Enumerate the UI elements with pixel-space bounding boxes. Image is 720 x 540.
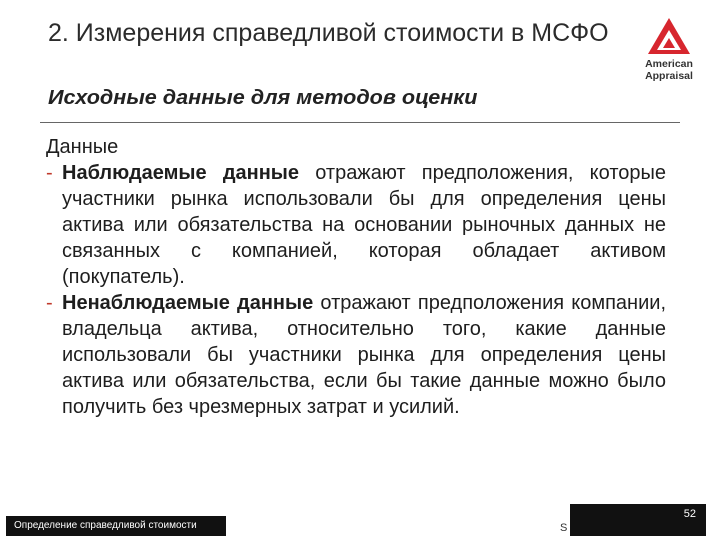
page-title: 2. Измерения справедливой стоимости в МСФО [48, 19, 609, 47]
logo-line-1: American [645, 58, 693, 70]
triangle-logo-icon [646, 16, 692, 56]
footer [0, 508, 720, 540]
content-heading: Данные [46, 136, 119, 158]
bullet-dash: - [46, 292, 53, 314]
bullet-observable-data [46, 160, 666, 290]
bullet-term: Ненаблюдаемые данные [62, 292, 314, 314]
footer-page-box [560, 504, 706, 536]
bullet-text: отражают предположения, которые участники рынка использовали бы для определения цены актива или обязательства на основании рыночных данных не связанных с компанией, которая обладает активом (покупатель). [62, 162, 666, 288]
divider [40, 122, 680, 123]
bullet-unobservable-data [46, 290, 666, 420]
bullet-term: Наблюдаемые данные [62, 162, 300, 184]
american-appraisal-logo [634, 16, 704, 82]
section-subtitle: Исходные данные для методов оценки [48, 87, 478, 109]
slide-content [46, 134, 666, 420]
footer-label: Определение справедливой стоимости [6, 516, 226, 536]
bullet-text: отражают предположения компании, владельца актива, относительно того, какие данные использовали бы участники рынка для определения цены актива или обязательства, если бы такие данные можно было получить без чрезмерных затрат и усилий. [62, 292, 667, 418]
page-number: 52 [683, 508, 696, 520]
bullet-dash: - [46, 162, 53, 184]
footer-mark: S [560, 522, 568, 534]
logo-line-2: Appraisal [645, 70, 693, 82]
